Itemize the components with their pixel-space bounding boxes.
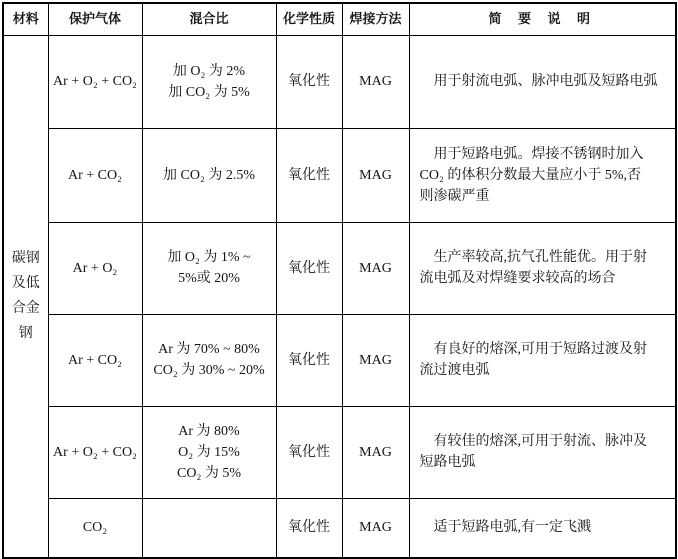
header-shielding-gas: 保护气体 [48,3,142,35]
description-line: 生产率较高,抗气孔性能优。用于射 [433,250,647,265]
gas-cell: CO₂ [48,498,142,558]
table-row [3,406,676,498]
description-line: 流过渡电弧 [419,363,490,378]
header-description: 简 要 说 明 [409,3,676,35]
description-cell [409,314,676,406]
description-line: 用于射流电弧、脉冲电弧及短路电弧 [433,74,658,89]
ratio-line: 加 O₂ 为 1% ~ [167,250,251,265]
header-chemical-property: 化学性质 [276,3,342,35]
description-cell [409,35,676,128]
header-material: 材料 [3,3,48,35]
table-row [3,314,676,406]
ratio-line: CO₂ 为 30% ~ 20% [153,363,265,378]
ratio-line: Ar 为 70% ~ 80% [158,342,260,357]
method-cell: MAG [342,222,409,314]
property-cell: 氧化性 [276,406,342,498]
gas-cell: Ar + O₂ [48,222,142,314]
material-cell [3,35,48,558]
table-row [3,222,676,314]
description-line: CO₂ 的体积分数最大量应小于 5%,否 [419,167,641,183]
property-cell: 氧化性 [276,222,342,314]
ratio-line: O₂ 为 15% [178,444,240,460]
ratio-line: CO₂ 为 5% [177,465,241,481]
ratio-line: 5%或 20% [178,271,240,286]
ratio-cell [142,222,276,314]
description-line: 有较佳的熔深,可用于射流、脉冲及 [433,434,647,449]
method-cell: MAG [342,128,409,222]
ratio-line: 加 O₂ 为 2% [172,63,246,79]
description-cell [409,222,676,314]
description-line: 有良好的熔深,可用于短路过渡及射 [433,342,647,357]
table-row [3,498,676,558]
ratio-cell [142,314,276,406]
ratio-cell [142,35,276,128]
gas-cell: Ar + CO₂ [48,128,142,222]
ratio-cell [142,406,276,498]
table-row [3,35,676,128]
property-cell: 氧化性 [276,128,342,222]
material-text: 碳钢及低合金钢 [11,251,40,342]
table-row [3,128,676,222]
description-line: 适于短路电弧,有一定飞溅 [433,520,591,536]
ratio-line: 加 CO₂ 为 5% [168,84,250,100]
header-row [3,3,676,35]
ratio-cell [142,498,276,558]
header-mix-ratio: 混合比 [142,3,276,35]
header-welding-method: 焊接方法 [342,3,409,35]
description-cell [409,498,676,558]
gas-cell: Ar + O₂ + CO₂ [48,35,142,128]
method-cell: MAG [342,314,409,406]
description-line: 则渗碳严重 [419,188,490,204]
description-cell [409,128,676,222]
ratio-line: Ar 为 80% [178,423,240,439]
description-cell [409,406,676,498]
method-cell: MAG [342,498,409,558]
gas-cell: Ar + CO₂ [48,314,142,406]
property-cell: 氧化性 [276,314,342,406]
property-cell: 氧化性 [276,35,342,128]
description-line: 短路电弧 [419,455,476,470]
method-cell: MAG [342,35,409,128]
description-line: 流电弧及对焊缝要求较高的场合 [419,271,616,286]
property-cell: 氧化性 [276,498,342,558]
description-line: 用于短路电弧。焊接不锈钢时加入 [433,146,644,162]
gas-cell: Ar + O₂ + CO₂ [48,406,142,498]
ratio-cell [142,128,276,222]
ratio-line: 加 CO₂ 为 2.5% [163,167,255,183]
shielding-gas-table [2,2,677,559]
method-cell: MAG [342,406,409,498]
